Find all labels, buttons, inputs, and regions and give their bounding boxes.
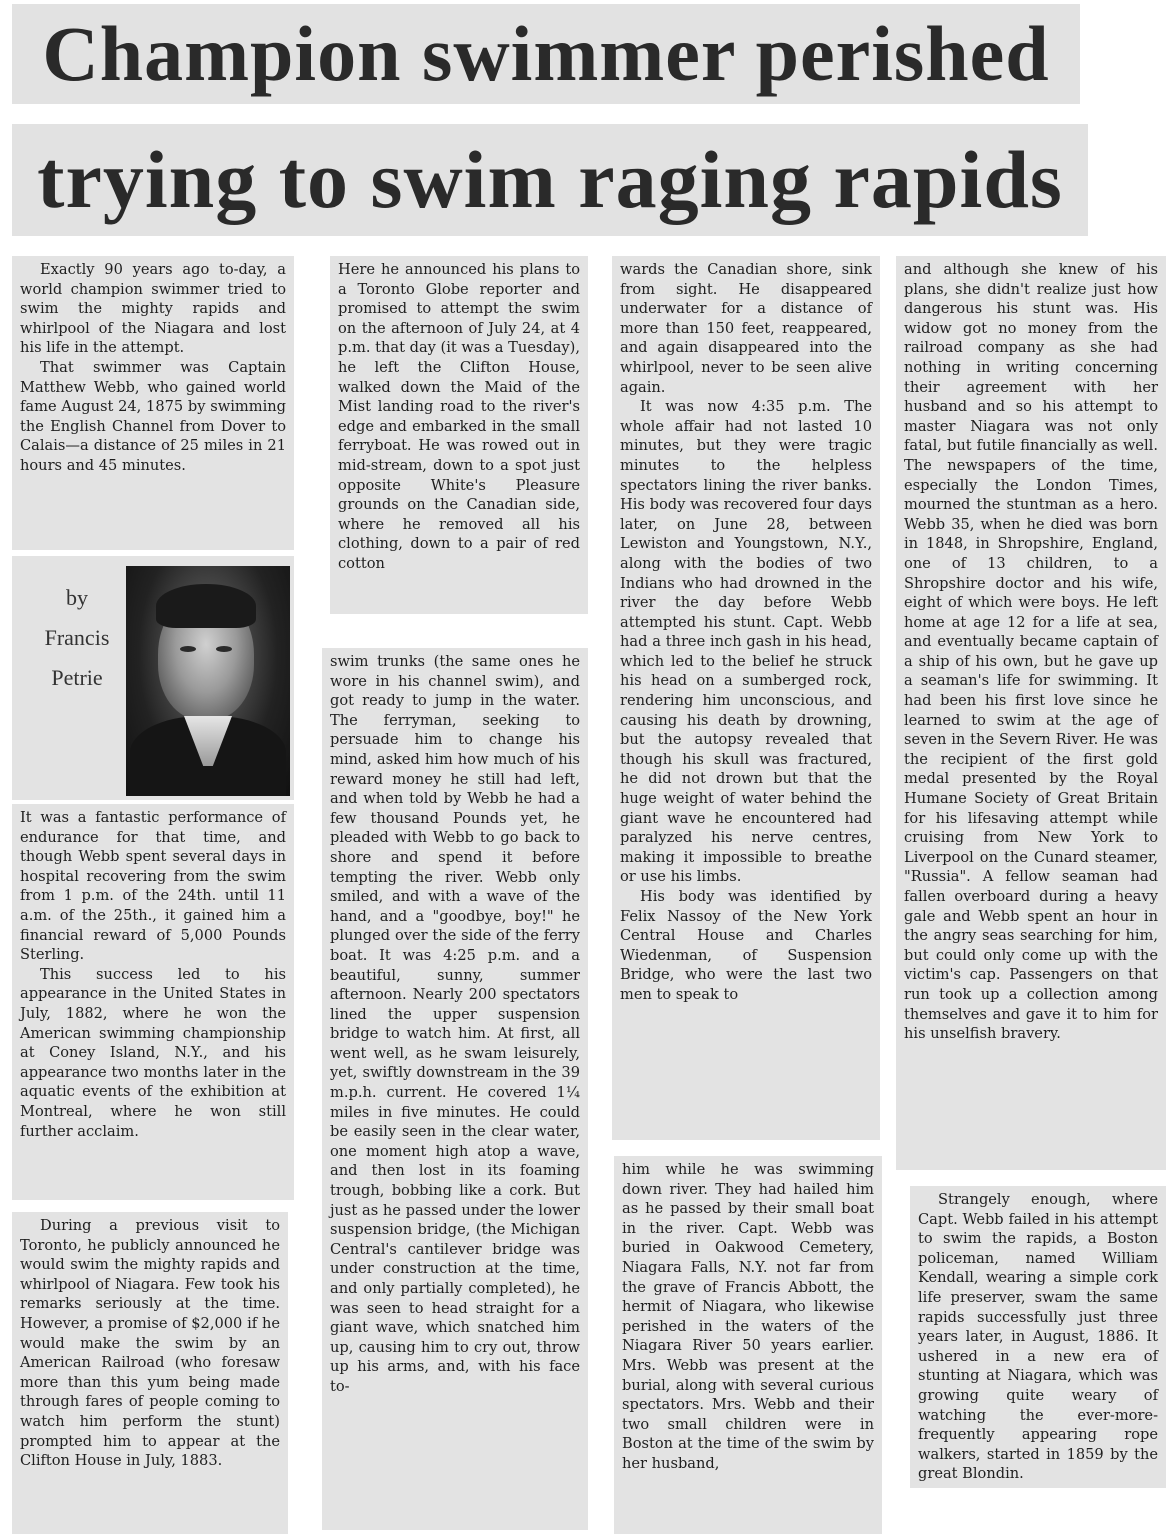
column-2-the-swim (322, 648, 588, 1530)
paragraph: swim trunks (the same ones he wore in his channel swim), and got ready to jump in the water. The ferryman, seeking to persuade him to change his mind, asked him how much of his reward money he still had left, and when told by Webb he had a few thousand Pounds yet, he pleaded with Webb to go back to shore and spend it before tempting the river. Webb only smiled, and with a wave of the hand, and a "goodbye, boy!" he plunged over the side of the ferry boat. It was 4:25 p.m. and a beautiful, sunny, summer afternoon. Nearly 200 spectators lined the upper suspension bridge to watch him. At first, all went well, as he swam leisurely, yet, swiftly downstream in the 39 m.p.h. current. He covered 1¼ miles in five minutes. He could be easily seen in the clear water, one moment high atop a wave, and then lost in its foaming trough, bobbing like a cork. But just as he passed under the lower suspension bridge, (the Michigan Central's cantilever bridge was under construction at the time, and only partially completed), he was seen to head straight for a giant wave, which snatched him up, causing him to cry out, throw up his arms, and, with his face to- (330, 653, 580, 1395)
column-1-achievements (12, 804, 294, 1200)
headline-line-2: trying to swim raging rapids (12, 124, 1088, 236)
paragraph: His body was identified by Felix Nassoy of the New York Central House and Charles Wiedenman, of Suspension Bridge, who were the last two men to speak to (620, 888, 872, 1003)
column-1-toronto-visit (12, 1212, 288, 1534)
column-3-burial (614, 1156, 882, 1534)
paragraph: This success led to his appearance in the United States in July, 1882, where he won the American swimming championship at Coney Island, N.Y., and his appearance two months later in the aquatic events of the exhibition at Montreal, where he won still further acclaim. (20, 965, 286, 1140)
paragraph: Exactly 90 years ago to-day, a world champion swimmer tried to swim the mighty rapids and whirlpool of the Niagara and lost his life in the attempt. (20, 261, 286, 357)
paragraph: During a previous visit to Toronto, he publicly announced he would swim the mighty rapids and whirlpool of Niagara. Few took his remarks seriously at the time. However, a promise of $2,000 if he would make the swim by an American Railroad (who foresaw more than this yum being made through fares of people coming to watch him perform the stunt) prompted him to appear at the Clifton House in July, 1883. (20, 1217, 280, 1470)
paragraph: That swimmer was Captain Matthew Webb, who gained world fame August 24, 1875 by swimming the English Channel from Dover to Calais—a distance of 25 miles in 21 hours and 45 minutes. (20, 358, 286, 474)
photo-eye-shape (216, 646, 232, 652)
byline-word: by (66, 585, 88, 610)
byline-last-name: Petrie (51, 665, 103, 690)
byline-first-name: Francis (44, 625, 110, 650)
column-2-announcement (330, 256, 588, 614)
column-3-tragedy (612, 256, 880, 1140)
paragraph: him while he was swimming down river. They had hailed him as he passed by their small boat in the river. Capt. Webb was buried in Oakwood Cemetery, Niagara Falls, N.Y. not far from the grave of Francis Abbott, the hermit of Niagara, who likewise perished in the waters of the Niagara River 50 years earlier. Mrs. Webb was present at the burial, along with several curious spectators. Mrs. Webb and their two small children were in Boston at the time of the swim by her husband, (622, 1161, 874, 1472)
paragraph: It was a fantastic performance of endurance for that time, and though Webb spent several days in hospital recovering from the swim from 1 p.m. of the 24th. until 11 a.m. of the 25th., it gained him a financial reward of 5,000 Pounds Sterling. (20, 809, 286, 964)
column-1-intro (12, 256, 294, 550)
paragraph: It was now 4:35 p.m. The whole affair had not lasted 10 minutes, but they were tragic minutes to the helpless spectators lining the river banks. His body was recovered four days later, on June 28, between Lewiston and Youngstown, N.Y., along with the bodies of two Indians who had drowned in the river the day before Webb attempted his stunt. Capt. Webb had a three inch gash in his head, which led to the belief he struck his head on a sumberged rock, rendering him unconscious, and causing his death by drowning, but the autopsy revealed that though his skull was fractured, he did not drown but that the huge weight of water behind the giant wave he encountered had paralyzed his nerve centres, making it impossible to breathe or use his limbs. (620, 398, 872, 886)
photo-eye-shape (180, 646, 196, 652)
author-photo (126, 566, 290, 796)
paragraph: Here he announced his plans to a Toronto Globe reporter and promised to attempt the swim on the afternoon of July 24, at 4 p.m. that day (it was a Tuesday), he left the Clifton House, walked down the Maid of the Mist landing road to the river's edge and embarked in the small ferryboat. He was rowed out in mid-stream, down to a spot just opposite White's Pleasure grounds on the Canadian side, where he removed all his clothing, down to a pair of red cotton (338, 261, 580, 572)
column-4-kendall (910, 1186, 1166, 1488)
paragraph: and although she knew of his plans, she didn't realize just how dangerous his stunt was. His widow got no money from the railroad company as she had nothing in writing concerning their agreement with her husband and so his attempt to master Niagara was not only fatal, but futile financially as well. The newspapers of the time, especially the London Times, mourned the stuntman as a hero. Webb 35, when he died was born in 1848, in Shropshire, England, one of 13 children, to a Shropshire doctor and his wife, eight of which were boys. He left home at age 12 for a life at sea, and eventually became captain of a ship of his own, but he gave up a seaman's life for swimming. It had been his first love since he learned to swim at the age of seven in the Severn River. He was the recipient of the first gold medal presented by the Royal Humane Society of Great Britain for his lifesaving attempt while cruising from New York to Liverpool on the Cunard steamer, "Russia". A fellow seaman had fallen overboard during a heavy gale and Webb spent an hour in the angry seas searching for him, but could only come up with the victim's cap. Passengers on that run took up a collection among themselves and gave it to him for his unselfish bravery. (904, 261, 1158, 1043)
byline (22, 578, 132, 698)
paragraph: wards the Canadian shore, sink from sight. He disappeared underwater for a distance of more than 150 feet, reappeared, and again disappeared into the whirlpool, never to be seen alive again. (620, 261, 872, 396)
photo-hair-shape (156, 584, 256, 628)
headline-line-1: Champion swimmer perished (12, 4, 1080, 104)
column-4-biography (896, 256, 1166, 1170)
paragraph: Strangely enough, where Capt. Webb failed in his attempt to swim the rapids, a Boston policeman, named William Kendall, wearing a simple cork life preserver, swam the same rapids successfully just three years later, in August, 1886. It ushered in a new era of stunting at Niagara, which was growing quite weary of watching the ever-more-frequently appearing rope walkers, started in 1859 by the great Blondin. (918, 1191, 1158, 1483)
